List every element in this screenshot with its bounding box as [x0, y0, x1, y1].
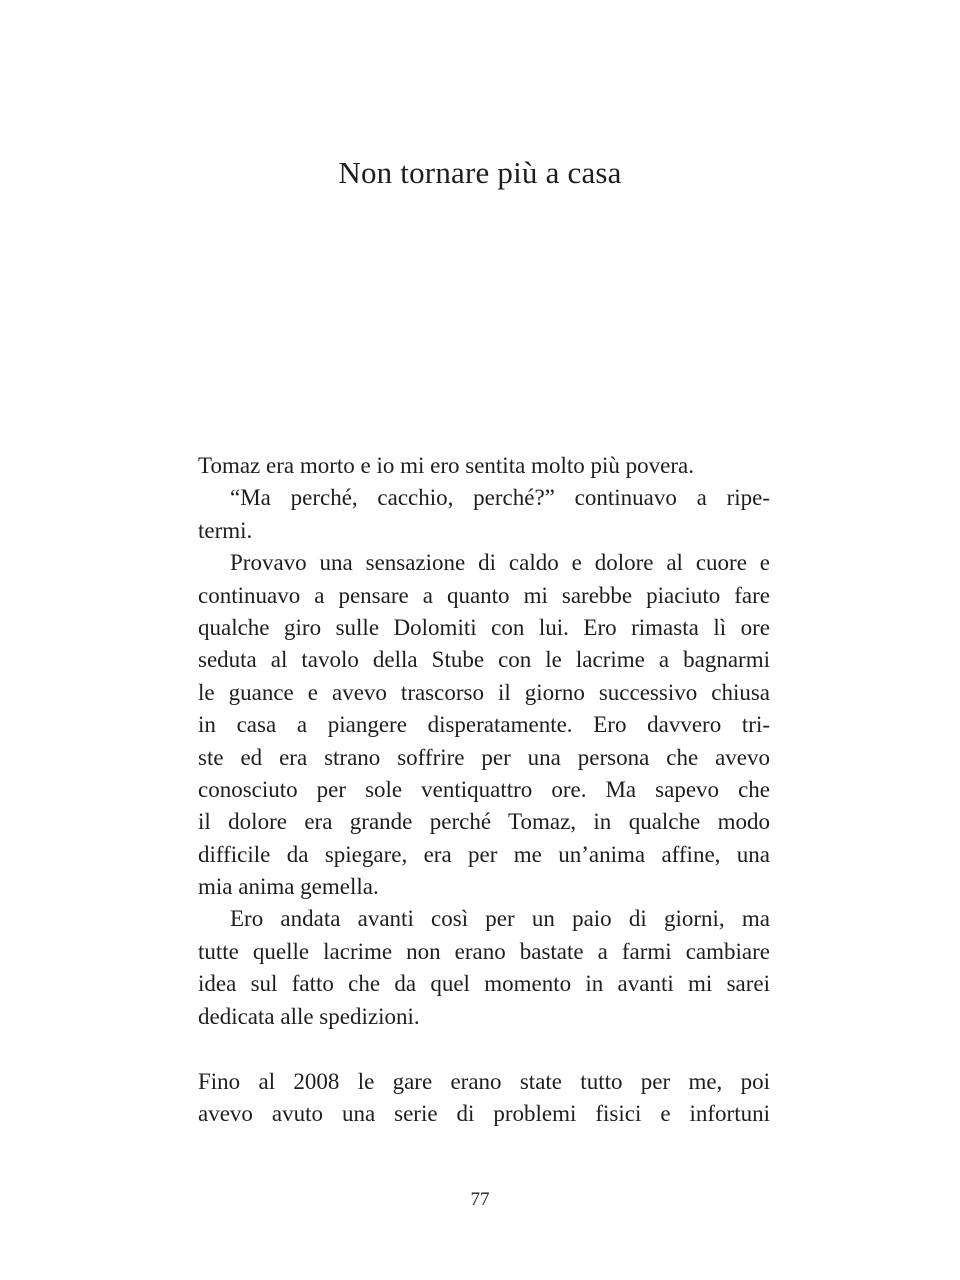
text-line: qualche giro sulle Dolomiti con lui. Ero rimasta lì ore [198, 614, 770, 640]
text-line: conosciuto per sole ventiquattro ore. Ma sapevo che [198, 776, 770, 802]
text-line: idea sul fatto che da quel momento in avanti mi sarei [198, 971, 770, 997]
body-text-section-1 [198, 450, 770, 1033]
text-line: Fino al 2008 le gare erano state tutto per me, poi [198, 1069, 770, 1094]
text-line: il dolore era grande perché Tomaz, in qualche modo [198, 809, 770, 835]
text-line: le guance e avevo trascorso il giorno successivo chiusa [198, 679, 770, 705]
text-line: in casa a piangere disperatamente. Ero davvero tri- [198, 712, 770, 738]
chapter-title: Non tornare più a casa [338, 155, 622, 190]
page-number: 77 [470, 1189, 490, 1210]
text-line: termi. [198, 517, 253, 543]
text-line: Ero andata avanti così per un paio di giorni, ma [230, 906, 770, 932]
text-line: dedicata alle spedizioni. [198, 1003, 420, 1029]
text-line: “Ma perché, cacchio, perché?” continuavo a ripe- [230, 485, 770, 511]
text-line: continuavo a pensare a quanto mi sarebbe piaciuto fare [198, 582, 770, 608]
text-line: seduta al tavolo della Stube con le lacrime a bagnarmi [198, 647, 770, 673]
text-line: Provavo una sensazione di caldo e dolore al cuore e [230, 550, 770, 576]
text-line: avevo avuto una serie di problemi fisici e infortuni [198, 1101, 770, 1127]
text-line: tutte quelle lacrime non erano bastate a farmi cambiare [198, 938, 770, 964]
text-line: Tomaz era morto e io mi ero sentita molto più povera. [198, 453, 694, 478]
text-line: mia anima gemella. [198, 874, 379, 900]
text-line: ste ed era strano soffrire per una persona che avevo [198, 744, 770, 770]
text-line: difficile da spiegare, era per me un’anima affine, una [198, 841, 770, 867]
body-text-section-2 [198, 1066, 770, 1131]
